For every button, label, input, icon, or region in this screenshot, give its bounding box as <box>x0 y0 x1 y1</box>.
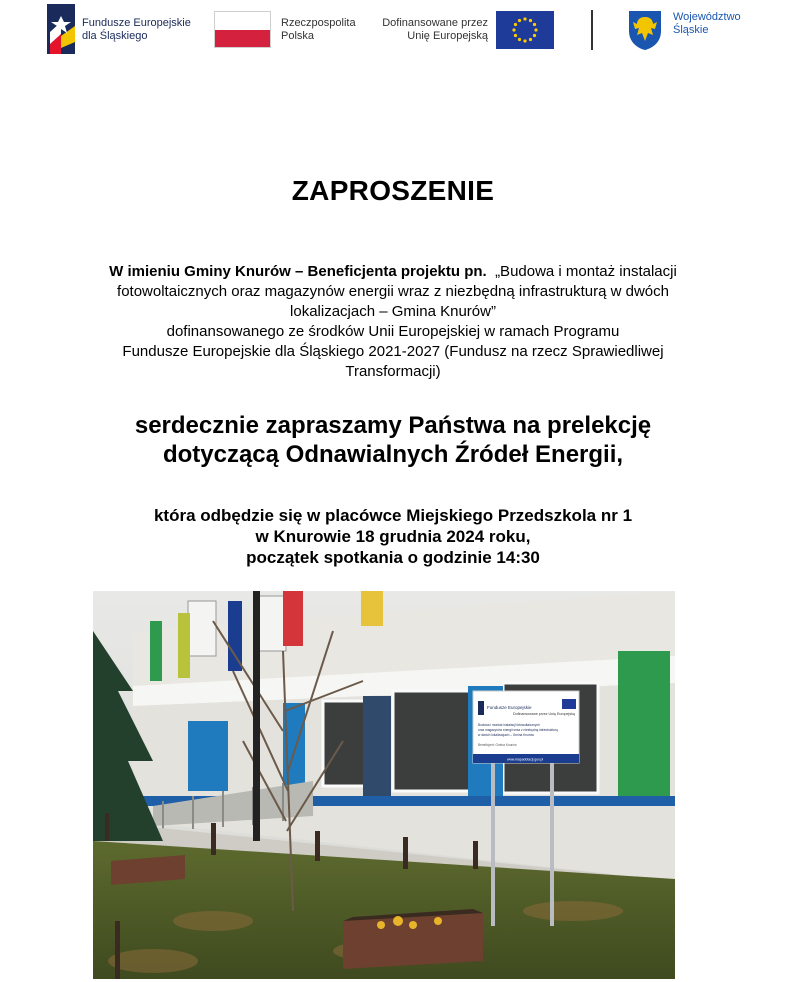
invite-line1: serdecznie zapraszamy Państwa na prelekcję <box>134 412 652 439</box>
silesia-text: Województwo Śląskie <box>673 11 741 36</box>
sign-eu-text: Dofinansowane przez Unię Europejską <box>513 712 575 716</box>
silesia-crest <box>627 9 663 51</box>
intro-paragraph <box>80 262 706 382</box>
eu-funding-text: Dofinansowane przez Unię Europejską <box>382 17 488 42</box>
intro-line5: Fundusze Europejskie dla Śląskiego 2021-2027 (Fundusz na rzecz Sprawiedliwej <box>122 343 664 360</box>
eu-star-icon <box>533 23 536 26</box>
eu-star-icon <box>514 34 517 37</box>
eu-star-icon <box>514 23 517 26</box>
kindergarten-photo <box>93 591 675 979</box>
poland-flag <box>214 11 271 48</box>
page-title: ZAPROSZENIE <box>291 175 495 206</box>
details-line1: która odbędzie się w placówce Miejskiego Przedszkola nr 1 <box>153 506 633 525</box>
event-details <box>40 505 746 568</box>
sign-line-3: w dwóch lokalizacjach – Gmina Knurów <box>478 733 534 737</box>
details-line2: w Knurowie 18 grudnia 2024 roku, <box>255 527 531 546</box>
sign-url: www.mapadotacji.gov.pl <box>507 757 544 762</box>
funding-sign <box>473 691 579 763</box>
intro-line6: Transformacji) <box>345 363 441 380</box>
eu-star-icon <box>518 19 521 22</box>
intro-lead: W imieniu Gminy Knurów – Beneficjenta projektu pn. <box>109 263 487 280</box>
logo-divider <box>591 10 593 50</box>
eu-star-icon <box>523 17 526 20</box>
intro-line3: lokalizacjach – Gmina Knurów” <box>290 303 496 320</box>
details-line3: początek spotkania o godzinie 14:30 <box>246 548 540 567</box>
eu-star-icon <box>529 19 532 22</box>
poland-text: Rzeczpospolita Polska <box>281 17 356 42</box>
sign-fe-text: Fundusze Europejskie <box>487 705 532 710</box>
eu-flag <box>496 11 554 49</box>
intro-line1: „Budowa i montaż instalacji <box>495 263 677 280</box>
eu-star-icon <box>529 38 532 41</box>
intro-line4: dofinansowanego ze środków Unii Europejskiej w ramach Programu <box>166 323 620 340</box>
eu-star-icon <box>512 28 515 31</box>
eu-star-icon <box>533 34 536 37</box>
logo-bar <box>0 0 786 60</box>
fundusze-europejskie-logo <box>47 4 75 54</box>
fe-logo-text: Fundusze Europejskie dla Śląskiego <box>82 17 191 42</box>
invite-line2: dotyczącą Odnawialnych Źródeł Energii, <box>162 441 624 468</box>
invitation-heading <box>40 411 746 469</box>
sign-line-2: oraz magazynów energii wraz z niezbędną infrastrukturą <box>478 728 558 732</box>
eu-star-icon <box>534 28 537 31</box>
eu-star-icon <box>518 38 521 41</box>
intro-line2: fotowoltaicznych oraz magazynów energii wraz z niezbędną infrastrukturą w dwóch <box>117 283 669 300</box>
sign-beneficiary: Beneficjent: Gmina Knurów <box>478 743 517 747</box>
sign-line-1: Budowa i montaż instalacji fotowoltaicznych <box>478 723 540 727</box>
eu-star-icon <box>523 39 526 42</box>
